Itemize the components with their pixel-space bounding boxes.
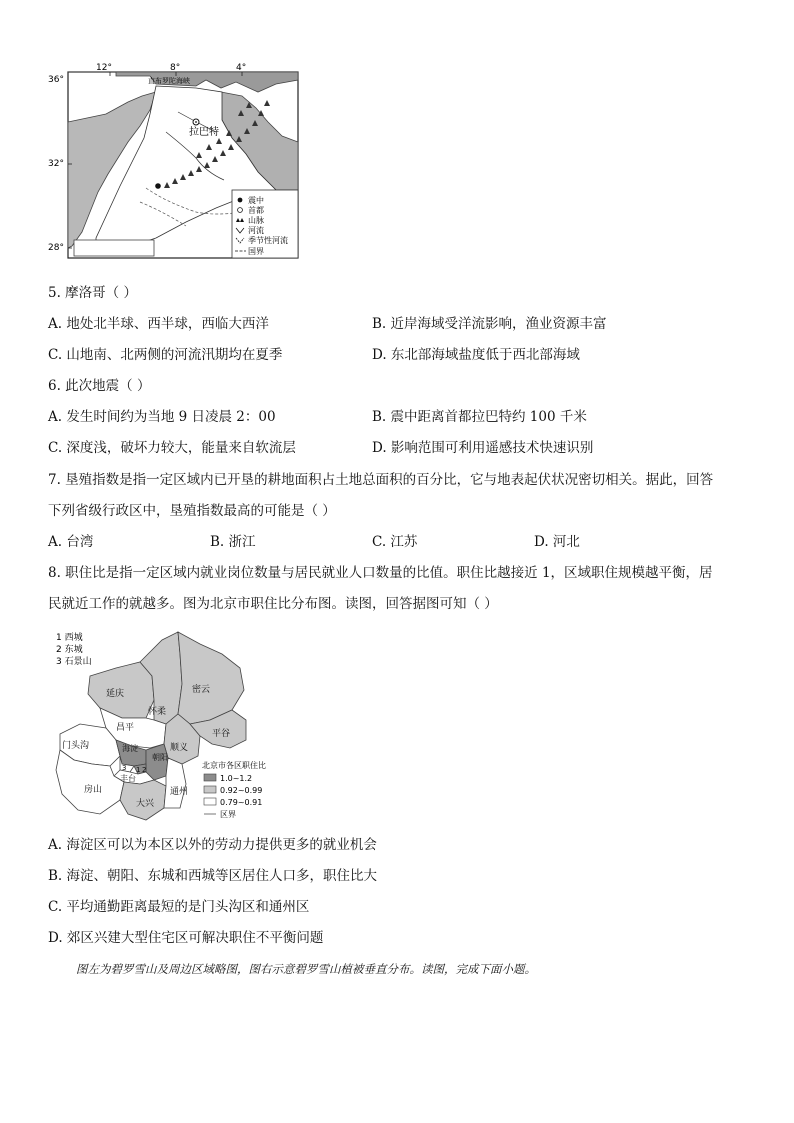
district-label: 大兴 — [136, 799, 155, 809]
svg-text:首都: 首都 — [248, 206, 264, 215]
district-tongzhou — [164, 758, 189, 808]
district-miyun — [178, 632, 244, 724]
q8-option-d[interactable]: D. 郊区兴建大型住宅区可解决职住不平衡问题 — [48, 930, 324, 946]
q5-option-a[interactable]: A. 地处北半球、西半球，西临大西洋 — [48, 316, 269, 332]
q5-option-d[interactable]: D. 东北部海域盐度低于西北部海域 — [372, 347, 580, 363]
district-label: 海淀 — [122, 744, 138, 753]
index-item: 3 石景山 — [56, 657, 92, 667]
q6-stem: 6. 此次地震（ ） — [48, 378, 151, 394]
district-label: 丰台 — [120, 774, 136, 783]
q8-option-a[interactable]: A. 海淀区可以为本区以外的劳动力提供更多的就业机会 — [48, 837, 377, 853]
svg-text:1.0~1.2: 1.0~1.2 — [220, 774, 253, 783]
svg-text:河流: 河流 — [248, 226, 264, 235]
q7-option-d[interactable]: D. 河北 — [534, 534, 580, 550]
svg-text:区界: 区界 — [220, 810, 236, 819]
district-label: 密云 — [192, 685, 211, 695]
district-label: 延庆 — [106, 689, 125, 699]
district-label: 顺义 — [170, 743, 189, 753]
district-number: 3 — [122, 764, 127, 772]
district-label: 朝阳 — [152, 753, 168, 762]
index-item: 1 西城 — [56, 633, 83, 643]
morocco-map — [46, 62, 308, 268]
lat-label: 36° — [48, 75, 64, 85]
q5-option-c[interactable]: C. 山地南、北两侧的河流汛期均在夏季 — [48, 347, 283, 363]
section-intro-note: 图左为碧罗雪山及周边区域略图，图右示意碧罗雪山植被垂直分布。读图，完成下面小题。 — [76, 962, 536, 976]
q8-option-b[interactable]: B. 海淀、朝阳、东城和西城等区居住人口多，职住比大 — [48, 868, 378, 884]
svg-text:0.92~0.99: 0.92~0.99 — [220, 786, 263, 795]
district-number: 2 — [142, 766, 147, 774]
q6-option-d[interactable]: D. 影响范围可利用遥感技术快速识别 — [372, 440, 594, 456]
epicenter-dot-icon — [238, 198, 243, 203]
q6-option-b[interactable]: B. 震中距离首都拉巴特约 100 千米 — [372, 409, 587, 425]
epicenter-icon — [155, 183, 161, 189]
lat-label: 32° — [48, 159, 64, 169]
district-label: 门头沟 — [62, 741, 90, 751]
city-label: 拉巴特 — [189, 127, 219, 138]
q7-stem-line1: 7. 垦殖指数是指一定区域内已开垦的耕地面积占土地总面积的百分比，它与地表起伏状况密切相关。据此，回答 — [48, 472, 714, 488]
svg-text:北京市各区职住比: 北京市各区职住比 — [202, 761, 266, 770]
q6-option-a[interactable]: A. 发生时间约为当地 9 日凌晨 2：00 — [48, 409, 276, 425]
district-number: 1 — [136, 766, 141, 774]
district-label: 怀柔 — [148, 707, 167, 717]
beijing-legend — [202, 760, 266, 819]
capital-circle-icon — [238, 208, 243, 213]
strait-label: 直布罗陀海峡 — [148, 77, 190, 85]
q7-option-a[interactable]: A. 台湾 — [48, 534, 94, 550]
lon-label: 12° — [96, 63, 112, 73]
district-label: 通州 — [170, 787, 189, 797]
q8-stem-line2: 民就近工作的就越多。图为北京市职住比分布图。读图，回答据图可知（ ） — [48, 596, 498, 612]
svg-text:山脉: 山脉 — [248, 216, 264, 225]
svg-text:国界: 国界 — [248, 247, 264, 256]
lon-label: 8° — [170, 63, 181, 73]
q6-option-c[interactable]: C. 深度浅，破坏力较大，能量来自软流层 — [48, 440, 296, 456]
lon-label: 4° — [236, 63, 247, 73]
district-label: 房山 — [84, 785, 103, 795]
q7-option-c[interactable]: C. 江苏 — [372, 534, 418, 550]
q8-option-c[interactable]: C. 平均通勤距离最短的是门头沟区和通州区 — [48, 899, 310, 915]
index-item: 2 东城 — [56, 645, 83, 655]
q5-option-b[interactable]: B. 近岸海域受洋流影响，渔业资源丰富 — [372, 316, 607, 332]
svg-text:震中: 震中 — [248, 196, 264, 205]
svg-text:0.79~0.91: 0.79~0.91 — [220, 798, 263, 807]
district-label: 平谷 — [212, 729, 231, 739]
q7-option-b[interactable]: B. 浙江 — [210, 534, 256, 550]
lat-label: 28° — [48, 243, 64, 253]
svg-text:季节性河流: 季节性河流 — [248, 236, 288, 245]
q5-stem: 5. 摩洛哥（ ） — [48, 285, 137, 301]
district-chaoyang — [146, 744, 168, 780]
q8-stem-line1: 8. 职住比是指一定区域内就业岗位数量与居民就业人口数量的比值。职住比越接近 1，区域职住规模越平衡，居 — [48, 565, 713, 581]
beijing-map — [50, 624, 290, 824]
q7-stem-line2: 下列省级行政区中，垦殖指数最高的可能是（ ） — [48, 503, 336, 519]
district-label: 昌平 — [116, 723, 135, 733]
